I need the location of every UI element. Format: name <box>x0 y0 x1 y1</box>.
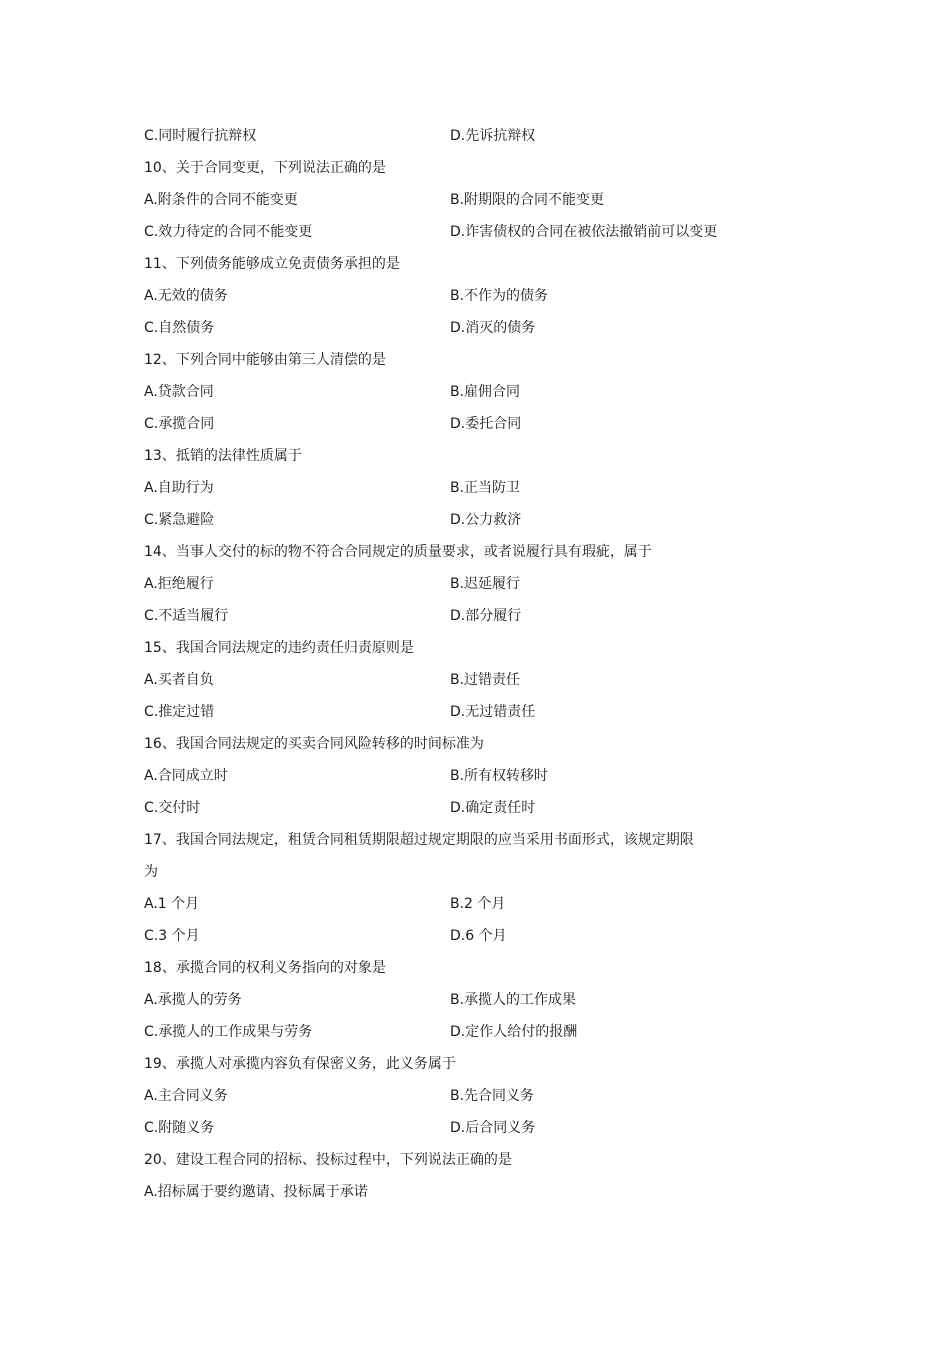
option: A.贷款合同 <box>144 384 214 400</box>
option: B.过错责任 <box>450 672 521 688</box>
question-stem: 11、下列债务能够成立免责债务承担的是 <box>144 256 400 272</box>
question-block <box>144 632 764 728</box>
option-row <box>144 664 764 696</box>
option-c: C.同时履行抗辩权 <box>144 128 257 144</box>
question-stem: 16、我国合同法规定的买卖合同风险转移的时间标准为 <box>144 736 484 752</box>
option: B.承揽人的工作成果 <box>450 992 577 1008</box>
option: A.1 个月 <box>144 896 200 912</box>
option: A.买者自负 <box>144 672 214 688</box>
option-row <box>144 1176 764 1208</box>
option: B.迟延履行 <box>450 576 521 592</box>
option: B.先合同义务 <box>450 1088 535 1104</box>
option-row <box>144 1112 764 1144</box>
question-block <box>144 824 764 952</box>
option: C.承揽合同 <box>144 416 215 432</box>
option-row <box>144 280 764 312</box>
option-row <box>144 568 764 600</box>
option: C.紧急避险 <box>144 512 215 528</box>
option: C.不适当履行 <box>144 608 229 624</box>
option: A.承揽人的劳务 <box>144 992 242 1008</box>
option: B.不作为的债务 <box>450 288 549 304</box>
question-stem: 为 <box>144 864 158 880</box>
option-row <box>144 504 764 536</box>
option-row <box>144 1080 764 1112</box>
document-page <box>144 120 764 1208</box>
option: C.3 个月 <box>144 928 200 944</box>
question-block <box>144 248 764 344</box>
option: C.交付时 <box>144 800 201 816</box>
option-row <box>144 376 764 408</box>
option: C.承揽人的工作成果与劳务 <box>144 1024 313 1040</box>
option-row <box>144 184 764 216</box>
option-row <box>144 600 764 632</box>
option: D.定作人给付的报酬 <box>450 1024 578 1040</box>
option: D.确定责任时 <box>450 800 536 816</box>
option: D.消灭的债务 <box>450 320 536 336</box>
option-row <box>144 1016 764 1048</box>
question-stem: 18、承揽合同的权利义务指向的对象是 <box>144 960 386 976</box>
option: B.正当防卫 <box>450 480 521 496</box>
option: C.效力待定的合同不能变更 <box>144 224 313 240</box>
option-row <box>144 312 764 344</box>
question-stem: 15、我国合同法规定的违约责任归责原则是 <box>144 640 414 656</box>
question-stem: 14、当事人交付的标的物不符合合同规定的质量要求，或者说履行具有瑕疵，属于 <box>144 544 652 560</box>
option: A.附条件的合同不能变更 <box>144 192 298 208</box>
option: A.自助行为 <box>144 480 214 496</box>
option: D.部分履行 <box>450 608 522 624</box>
question-block <box>144 440 764 536</box>
question-list <box>144 152 764 1208</box>
option-row <box>144 696 764 728</box>
question-block <box>144 344 764 440</box>
question-block <box>144 1048 764 1144</box>
question-block <box>144 536 764 632</box>
question-block <box>144 152 764 248</box>
option-row <box>144 888 764 920</box>
option: A.拒绝履行 <box>144 576 214 592</box>
option-row <box>144 216 764 248</box>
option-row <box>144 408 764 440</box>
question-stem: 13、抵销的法律性质属于 <box>144 448 302 464</box>
question-block <box>144 1144 764 1208</box>
option-row <box>144 472 764 504</box>
option: D.诈害债权的合同在被依法撤销前可以变更 <box>450 224 718 240</box>
option: B.附期限的合同不能变更 <box>450 192 605 208</box>
option-row <box>144 920 764 952</box>
question-stem: 10、关于合同变更，下列说法正确的是 <box>144 160 386 176</box>
option: B.雇佣合同 <box>450 384 521 400</box>
option: D.6 个月 <box>450 928 507 944</box>
option-row <box>144 984 764 1016</box>
option: A.无效的债务 <box>144 288 228 304</box>
option: A.招标属于要约邀请、投标属于承诺 <box>144 1184 368 1200</box>
option: C.推定过错 <box>144 704 215 720</box>
option: D.公力救济 <box>450 512 522 528</box>
question-block <box>144 728 764 824</box>
option: D.后合同义务 <box>450 1120 536 1136</box>
question-block <box>144 952 764 1048</box>
option: D.委托合同 <box>450 416 522 432</box>
option-row <box>144 792 764 824</box>
option: B.所有权转移时 <box>450 768 549 784</box>
option: A.合同成立时 <box>144 768 228 784</box>
option: B.2 个月 <box>450 896 506 912</box>
question-stem: 17、我国合同法规定，租赁合同租赁期限超过规定期限的应当采用书面形式，该规定期限 <box>144 832 694 848</box>
question-stem: 12、下列合同中能够由第三人清偿的是 <box>144 352 386 368</box>
option-d: D.先诉抗辩权 <box>450 128 536 144</box>
option: A.主合同义务 <box>144 1088 228 1104</box>
question-stem: 19、承揽人对承揽内容负有保密义务，此义务属于 <box>144 1056 456 1072</box>
option: C.自然债务 <box>144 320 215 336</box>
option-row <box>144 120 764 152</box>
option: D.无过错责任 <box>450 704 536 720</box>
question-stem: 20、建设工程合同的招标、投标过程中，下列说法正确的是 <box>144 1152 512 1168</box>
option: C.附随义务 <box>144 1120 215 1136</box>
option-row <box>144 760 764 792</box>
